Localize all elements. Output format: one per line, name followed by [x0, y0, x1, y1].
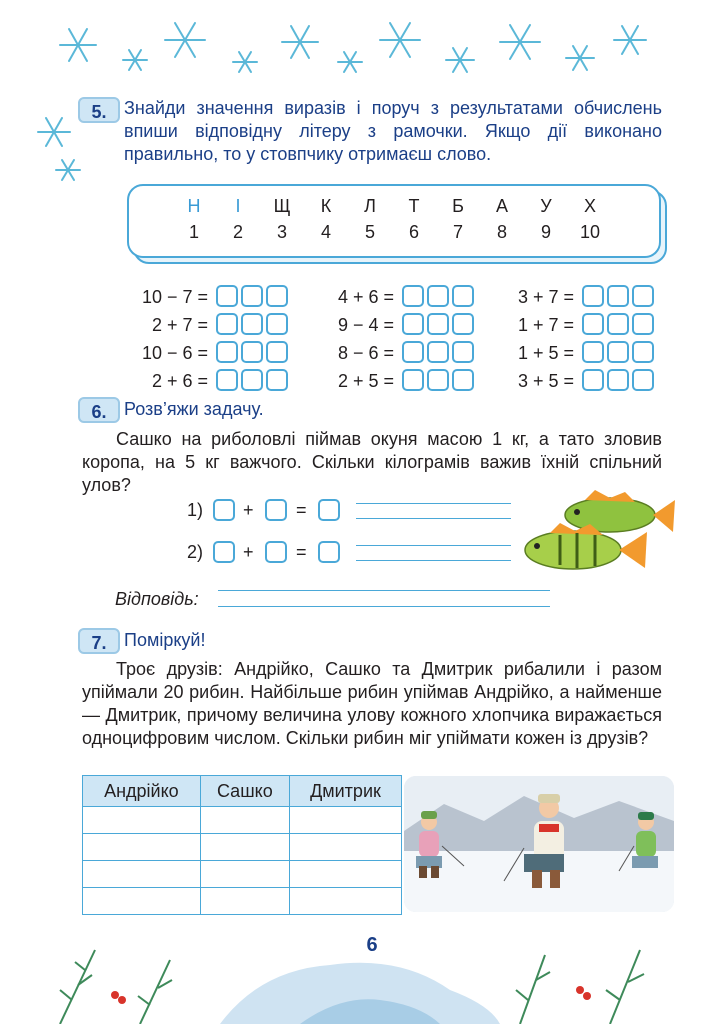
table-row — [83, 834, 402, 861]
result-box[interactable] — [402, 285, 424, 307]
table-cell[interactable] — [83, 834, 201, 861]
step-2-box-result[interactable] — [318, 541, 340, 563]
legend-letter: К — [320, 196, 332, 216]
legend-number: 7 — [452, 222, 463, 242]
step-1-line-bottom — [356, 518, 511, 519]
legend-number: 6 — [408, 222, 419, 242]
table-cell[interactable] — [200, 807, 289, 834]
letter-box[interactable] — [452, 369, 474, 391]
table-row — [83, 861, 402, 888]
legend-letter: Н — [187, 196, 201, 216]
result-box[interactable] — [582, 369, 604, 391]
letter-box[interactable] — [266, 341, 288, 363]
snowflake-border — [0, 0, 717, 100]
table-row — [83, 888, 402, 915]
result-box[interactable] — [427, 313, 449, 335]
table-cell[interactable] — [83, 888, 201, 915]
letter-box[interactable] — [266, 285, 288, 307]
header-sashko: Сашко — [200, 776, 289, 807]
legend-number: 10 — [579, 222, 601, 242]
step-2-line-bottom — [356, 560, 511, 561]
legend-letter: Т — [408, 196, 420, 216]
table-cell[interactable] — [200, 834, 289, 861]
table-row — [83, 807, 402, 834]
task-5-number: 5. — [78, 97, 120, 123]
legend-letters — [172, 196, 612, 217]
result-box[interactable] — [402, 369, 424, 391]
result-box[interactable] — [427, 369, 449, 391]
legend-letter: У — [540, 196, 552, 216]
answer-boxes — [216, 285, 288, 307]
letter-box[interactable] — [452, 285, 474, 307]
task-7-title: Поміркуй! — [124, 630, 206, 650]
table-cell[interactable] — [83, 807, 201, 834]
answer-boxes — [216, 341, 288, 363]
step-2-equals: = — [296, 542, 307, 562]
step-2-plus: + — [243, 542, 254, 562]
letter-box[interactable] — [632, 313, 654, 335]
fish-illustration — [515, 490, 680, 580]
table-cell[interactable] — [83, 861, 201, 888]
answer-boxes — [582, 313, 654, 335]
legend-number: 5 — [364, 222, 375, 242]
result-box[interactable] — [582, 341, 604, 363]
answer-boxes — [216, 369, 288, 391]
task-6-number: 6. — [78, 397, 120, 423]
answer-boxes — [402, 341, 474, 363]
answer-line-bottom — [218, 606, 550, 607]
letter-box[interactable] — [632, 285, 654, 307]
step-2-box-b[interactable] — [265, 541, 287, 563]
answer-boxes — [402, 285, 474, 307]
answer-boxes — [582, 285, 654, 307]
result-box[interactable] — [216, 285, 238, 307]
answer-boxes — [402, 313, 474, 335]
expression: 10 − 7 = — [141, 287, 208, 307]
table-cell[interactable] — [289, 861, 401, 888]
legend-letter: Б — [452, 196, 464, 216]
table-cell[interactable] — [289, 807, 401, 834]
letter-box[interactable] — [632, 369, 654, 391]
letter-box[interactable] — [452, 341, 474, 363]
legend-letter: І — [235, 196, 241, 216]
expression: 8 − 6 = — [337, 343, 394, 363]
step-2-box-a[interactable] — [213, 541, 235, 563]
expression: 1 + 7 = — [517, 315, 574, 335]
result-box[interactable] — [582, 313, 604, 335]
result-box[interactable] — [427, 341, 449, 363]
step-2-label: 2) — [187, 542, 204, 562]
result-box[interactable] — [241, 285, 263, 307]
letter-box[interactable] — [266, 313, 288, 335]
task-6-title: Розв’яжи задачу. — [124, 399, 264, 419]
legend-number: 9 — [540, 222, 551, 242]
result-box[interactable] — [216, 313, 238, 335]
result-box[interactable] — [427, 285, 449, 307]
expression: 2 + 7 = — [151, 315, 208, 335]
header-dmytryk: Дмитрик — [289, 776, 401, 807]
result-box[interactable] — [216, 341, 238, 363]
step-1-box-b[interactable] — [265, 499, 287, 521]
task-5-instruction: Знайди значення виразів і поруч з результатами обчислень впиши відповідну літеру з рамочки. Якщо дії виконано правильно, то у стовпчику отримаєш слово. — [124, 98, 662, 164]
expression: 4 + 6 = — [337, 287, 394, 307]
result-box[interactable] — [216, 369, 238, 391]
task-6-problem: Сашко на риболовлі піймав окуня масою 1 кг, а тато зловив коропа, на 5 кг важчого. Скільки кілограмів важив їхній спільний улов? — [82, 429, 662, 495]
legend-number: 1 — [188, 222, 199, 242]
step-2-line-top — [356, 545, 511, 546]
legend-letter: А — [495, 196, 508, 216]
ice-fishing-illustration — [404, 776, 674, 912]
result-box[interactable] — [241, 313, 263, 335]
expression: 1 + 5 = — [517, 343, 574, 363]
result-box[interactable] — [241, 341, 263, 363]
legend-letter: Х — [583, 196, 596, 216]
expression: 10 − 6 = — [141, 343, 208, 363]
answer-line-top — [218, 590, 550, 591]
answer-boxes — [402, 369, 474, 391]
table-cell[interactable] — [289, 888, 401, 915]
answer-boxes — [216, 313, 288, 335]
result-box[interactable] — [402, 313, 424, 335]
step-1-equals: = — [296, 500, 307, 520]
step-1-box-a[interactable] — [213, 499, 235, 521]
table-cell[interactable] — [200, 861, 289, 888]
task-7-problem: Троє друзів: Андрійко, Сашко та Дмитрик рибалили і разом упіймали 20 рибин. Найбільше рибин упіймав Андрійко, а найменше — Дмитрик, причому величина улову кожного хлопчика виражається одноцифровим числом. Скільки рибин міг упіймати кожен із друзів? — [82, 659, 662, 748]
legend-number: 8 — [496, 222, 507, 242]
legend-number: 4 — [320, 222, 331, 242]
letter-box[interactable] — [632, 341, 654, 363]
expression: 9 − 4 = — [337, 315, 394, 335]
step-1-plus: + — [243, 500, 254, 520]
result-box[interactable] — [402, 341, 424, 363]
step-1-line-top — [356, 503, 511, 504]
legend-number: 3 — [276, 222, 287, 242]
result-box[interactable] — [607, 313, 629, 335]
friends-table — [82, 775, 402, 915]
letter-box[interactable] — [266, 369, 288, 391]
legend-numbers — [172, 222, 612, 243]
result-box[interactable] — [607, 341, 629, 363]
result-box[interactable] — [582, 285, 604, 307]
expression: 2 + 5 = — [337, 371, 394, 391]
result-box[interactable] — [241, 369, 263, 391]
expression: 3 + 5 = — [517, 371, 574, 391]
answer-label: Відповідь: — [115, 589, 199, 609]
expression: 2 + 6 = — [151, 371, 208, 391]
step-1-label: 1) — [187, 500, 204, 520]
answer-boxes — [582, 369, 654, 391]
page-number: 6 — [366, 934, 378, 956]
task-7-number: 7. — [78, 628, 120, 654]
expression: 3 + 7 = — [517, 287, 574, 307]
legend-letter: Л — [364, 196, 376, 216]
result-box[interactable] — [607, 369, 629, 391]
table-cell[interactable] — [289, 834, 401, 861]
table-cell[interactable] — [200, 888, 289, 915]
result-box[interactable] — [607, 285, 629, 307]
legend-number: 2 — [232, 222, 243, 242]
answer-boxes — [582, 341, 654, 363]
header-andriiko: Андрійко — [83, 776, 201, 807]
legend-letter: Щ — [273, 196, 291, 216]
letter-box[interactable] — [452, 313, 474, 335]
step-1-box-result[interactable] — [318, 499, 340, 521]
